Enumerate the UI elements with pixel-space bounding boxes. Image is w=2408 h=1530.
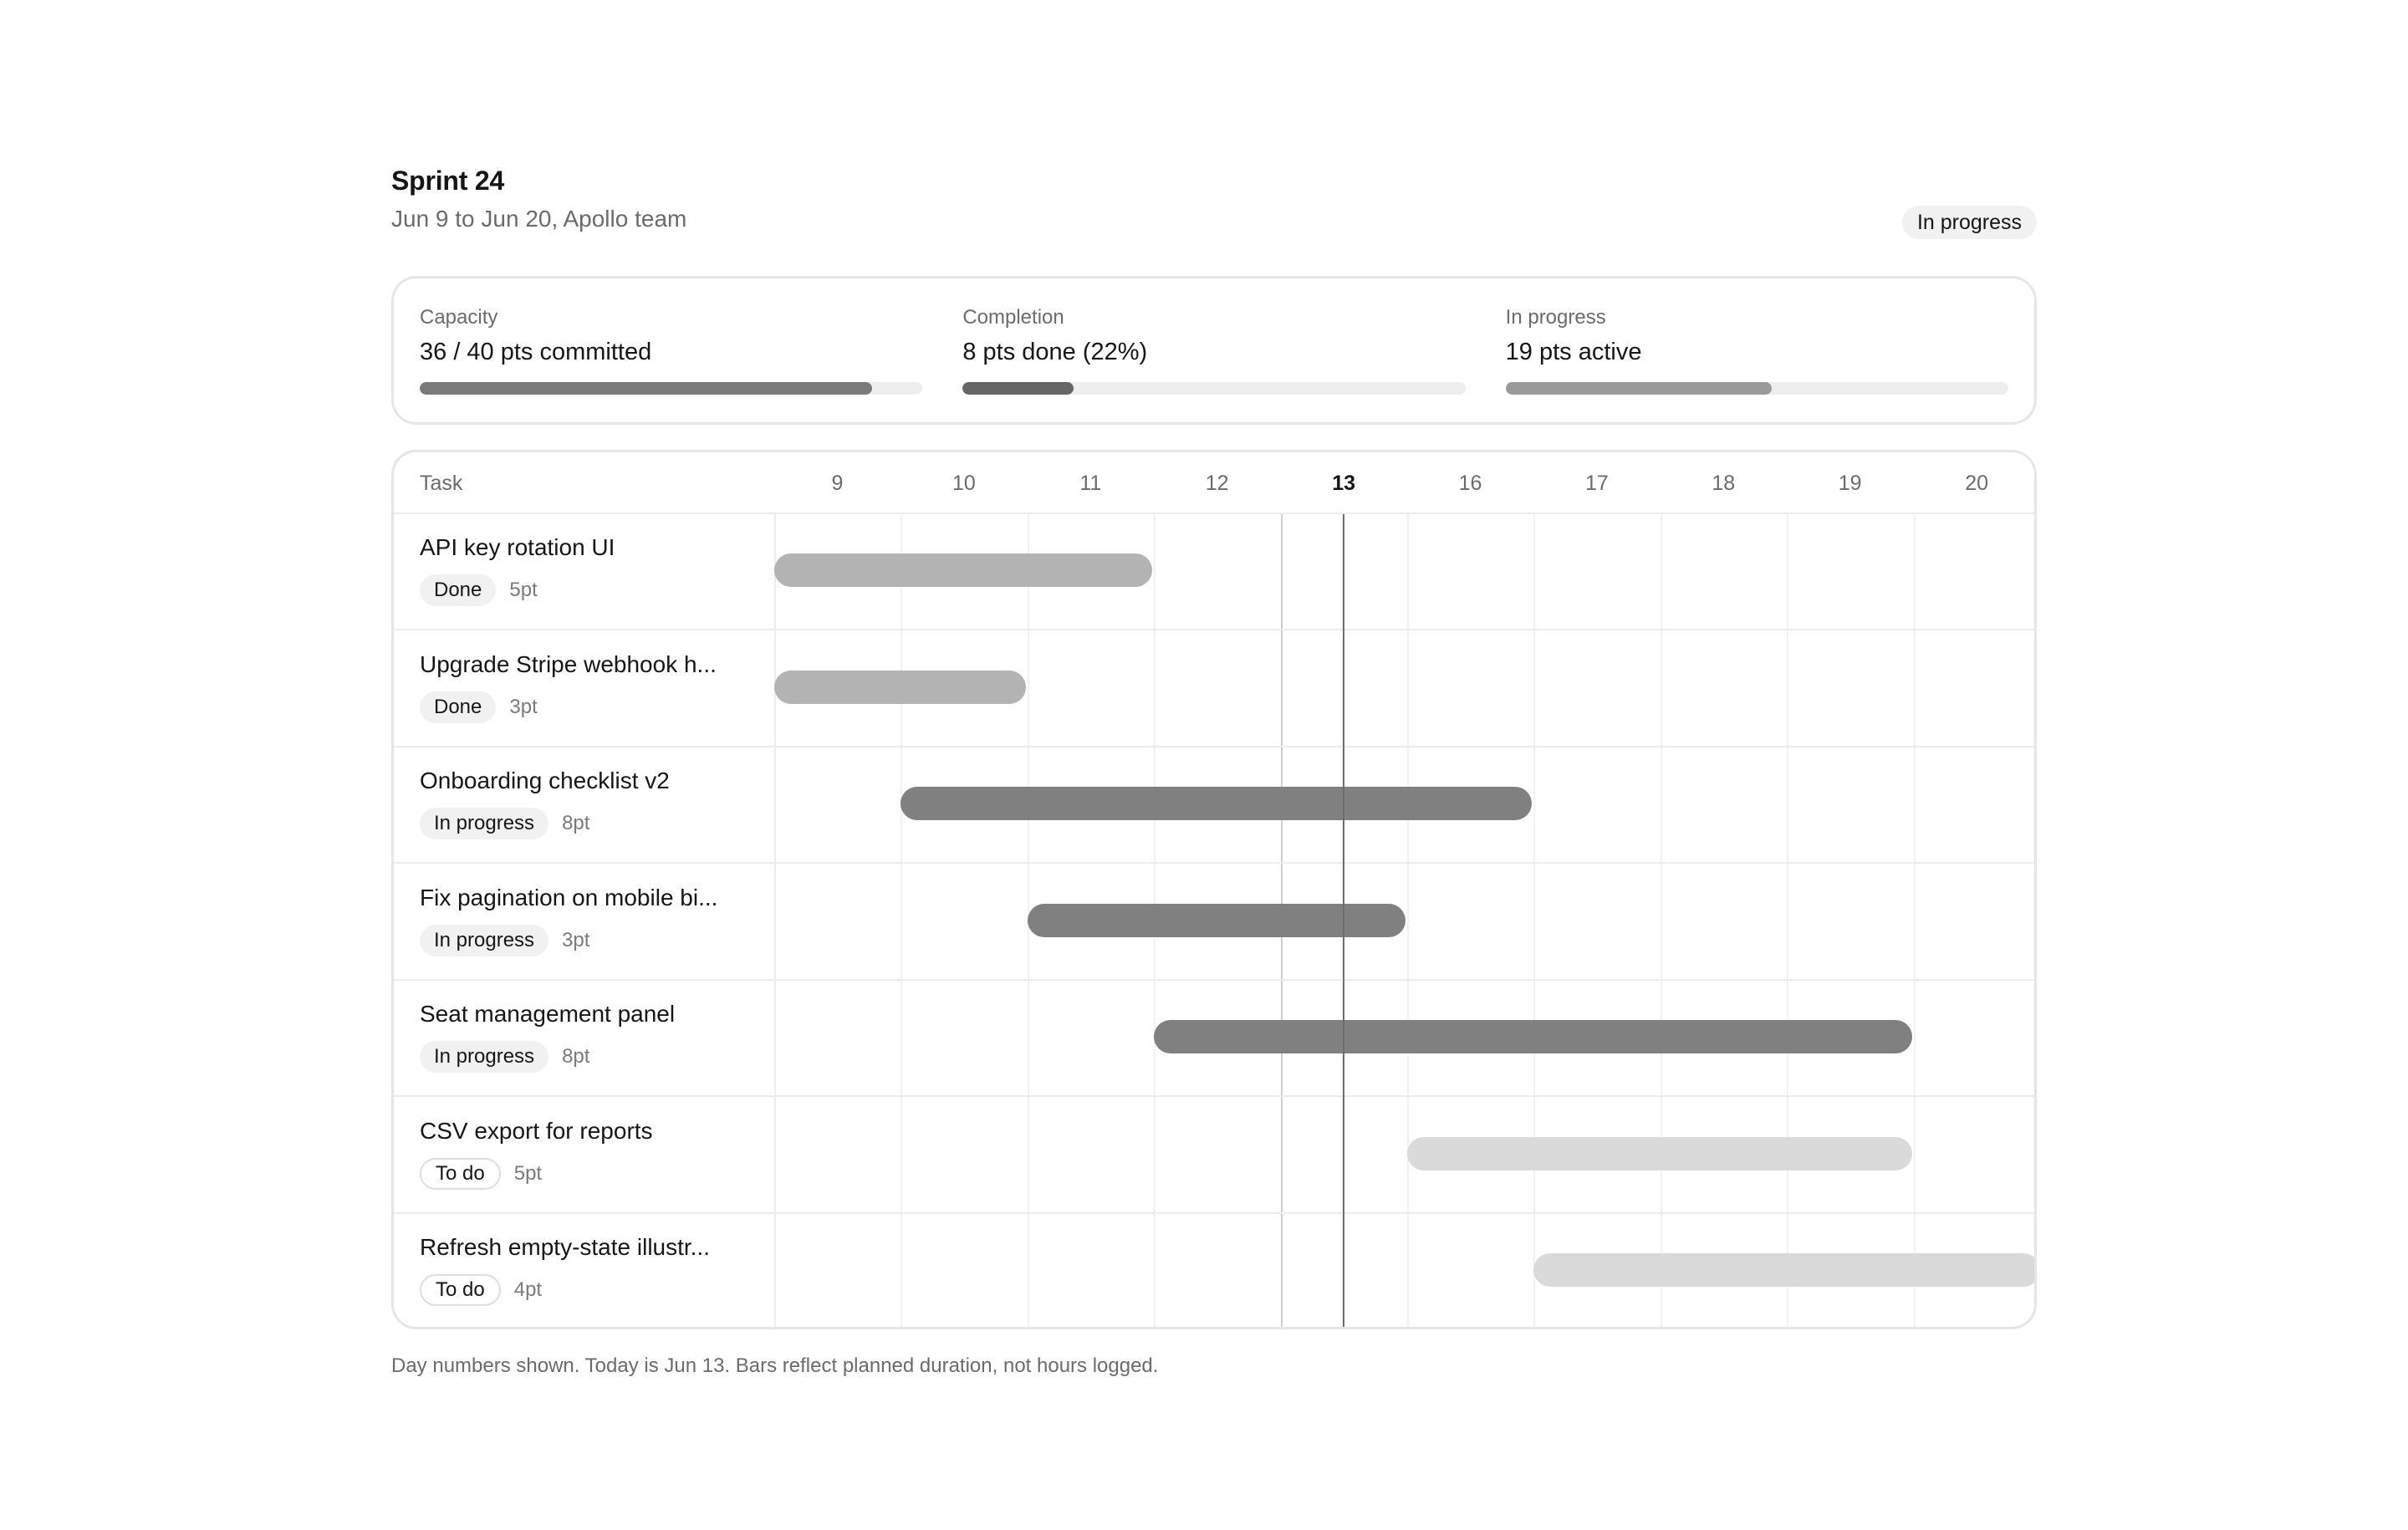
task-meta (420, 574, 538, 606)
task-row[interactable] (394, 981, 2034, 1097)
task-name[interactable]: API key rotation UI (420, 534, 615, 560)
task-status-badge: In progress (420, 1041, 548, 1073)
day-header-20: 20 (1965, 472, 1988, 495)
in-progress-progress-bar (1506, 382, 2008, 395)
task-meta (420, 1041, 589, 1073)
sprint-header (391, 164, 2037, 242)
day-header-18: 18 (1712, 472, 1736, 495)
task-row[interactable] (394, 631, 2034, 747)
task-points: 4pt (513, 1278, 543, 1301)
task-meta (420, 925, 589, 956)
metric-label: Completion (962, 306, 1064, 329)
metric-label: Capacity (420, 306, 498, 329)
metric-value: 8 pts done (22%) (962, 339, 1148, 365)
task-status-badge: In progress (420, 925, 548, 956)
metric-value: 19 pts active (1505, 339, 1642, 365)
progress-fill (420, 382, 872, 395)
day-header-11: 11 (1079, 472, 1102, 495)
sprint-status-badge: In progress (1902, 206, 2037, 239)
task-meta (420, 691, 538, 723)
footnote: Day numbers shown. Today is Jun 13. Bars reflect planned duration, not hours logged. (391, 1354, 1159, 1377)
task-points: 5pt (513, 1161, 543, 1185)
task-points: 8pt (562, 1045, 590, 1068)
metric-completion (962, 305, 1505, 422)
task-name[interactable]: Refresh empty-state illustr... (420, 1234, 711, 1260)
task-meta (420, 808, 589, 839)
progress-fill (962, 382, 1073, 395)
today-marker-line (1343, 514, 1344, 1327)
task-bar[interactable] (1407, 1137, 1912, 1170)
metric-capacity (420, 305, 962, 422)
task-name[interactable]: Seat management panel (420, 1001, 676, 1027)
task-name[interactable]: CSV export for reports (420, 1117, 653, 1144)
page-title: Sprint 24 (391, 166, 505, 196)
task-bar[interactable] (774, 671, 1026, 704)
task-status-badge: Done (420, 574, 496, 606)
task-meta (420, 1158, 542, 1190)
metric-in-progress (1506, 305, 2008, 422)
sprint-page (391, 164, 2037, 1380)
task-column-header: Task (420, 472, 463, 495)
gantt-chart (391, 450, 2037, 1329)
task-meta (420, 1274, 542, 1306)
task-row[interactable] (394, 514, 2034, 630)
metric-value: 36 / 40 pts committed (420, 339, 652, 365)
task-name[interactable]: Fix pagination on mobile bi... (420, 884, 718, 910)
task-points: 3pt (562, 928, 590, 951)
task-row[interactable] (394, 1214, 2034, 1329)
task-bar[interactable] (1154, 1020, 1911, 1053)
task-status-badge: In progress (420, 808, 548, 839)
task-bar[interactable] (1533, 1253, 2037, 1287)
progress-fill (1506, 382, 1773, 395)
day-header-9: 9 (831, 472, 844, 495)
task-bar[interactable] (1028, 904, 1406, 937)
task-bar[interactable] (900, 787, 1532, 820)
metric-label: In progress (1505, 306, 1606, 329)
task-bar[interactable] (774, 553, 1152, 587)
task-row[interactable] (394, 1098, 2034, 1214)
task-points: 8pt (562, 812, 590, 834)
day-header-13: 13 (1332, 472, 1355, 495)
task-status-badge: To do (420, 1158, 501, 1190)
day-header-10: 10 (951, 472, 976, 495)
task-name[interactable]: Upgrade Stripe webhook h... (420, 650, 717, 677)
metrics-card (391, 276, 2037, 425)
completion-progress-bar (962, 382, 1465, 395)
day-header-16: 16 (1458, 472, 1482, 495)
task-status-badge: Done (420, 691, 496, 723)
task-name[interactable]: Onboarding checklist v2 (420, 768, 670, 793)
sprint-subtitle: Jun 9 to Jun 20, Apollo team (391, 206, 687, 232)
task-row[interactable] (394, 747, 2034, 864)
day-header-19: 19 (1838, 472, 1862, 495)
day-header-17: 17 (1584, 472, 1609, 495)
task-status-badge: To do (420, 1274, 501, 1306)
task-points: 3pt (509, 695, 538, 718)
gantt-header (394, 452, 2034, 514)
task-row[interactable] (394, 864, 2034, 981)
task-points: 5pt (509, 579, 538, 601)
capacity-progress-bar (420, 382, 922, 395)
day-header-12: 12 (1205, 472, 1229, 495)
